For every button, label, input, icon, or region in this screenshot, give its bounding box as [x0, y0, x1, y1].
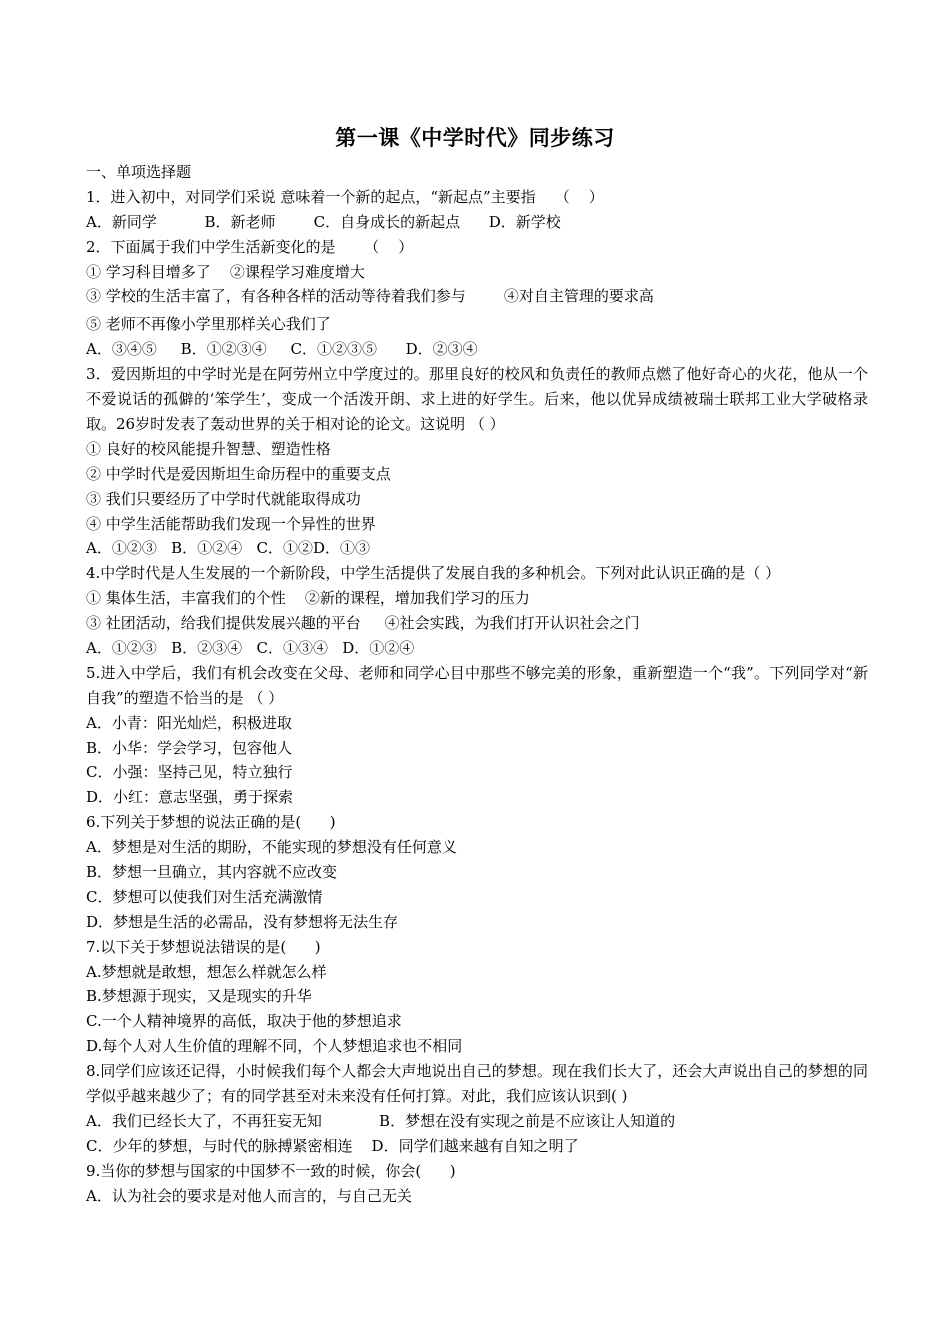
- question-6-option-b: B．梦想一旦确立，其内容就不应改变: [86, 863, 338, 882]
- question-2-options: A．③④⑤ B．①②③④ C．①②③⑤ D．②③④: [86, 340, 478, 359]
- question-5-stem: 5.进入中学后，我们有机会改变在父母、老师和同学心目中那些不够完美的形象，重新塑造一个“我”。下列同学对“新自我”的塑造不恰当的是 （ ）: [86, 663, 868, 707]
- question-2-statement-1: ① 学习科目增多了 ②课程学习难度增大: [86, 262, 365, 281]
- question-9-stem: 9.当你的梦想与国家的中国梦不一致的时候，你会( ): [86, 1161, 456, 1180]
- question-1-options: A．新同学 B．新老师 C．自身成长的新起点 D．新学校: [86, 212, 561, 231]
- question-3-stem: 3．爱因斯坦的中学时光是在阿劳州立中学度过的。那里良好的校风和负责任的教师点燃了他好奇心的火花，他从一个不爱说话的孤僻的‘笨学生’，变成一个活泼开朗、求上进的好学生。后来，他以优异成绩被瑞士联邦工业大学破格录取。26岁时发表了轰动世界的关于相对论的论文。这说明 （ ）: [86, 365, 868, 433]
- question-8-options-cd: C．少年的梦想，与时代的脉搏紧密相连 D．同学们越来越有自知之明了: [86, 1136, 579, 1155]
- question-3-options: A．①②③ B．①②④ C．①②D．①③: [86, 539, 370, 558]
- question-7-stem: 7.以下关于梦想说法错误的是( ): [86, 937, 321, 956]
- question-9-option-a: A．认为社会的要求是对他人而言的，与自己无关: [86, 1186, 412, 1205]
- question-4-statement-1: ① 集体生活，丰富我们的个性 ②新的课程，增加我们学习的压力: [86, 589, 530, 608]
- question-7-option-c: C.一个人精神境界的高低，取决于他的梦想追求: [86, 1012, 402, 1031]
- question-6-option-c: C．梦想可以使我们对生活充满激情: [86, 887, 323, 906]
- question-7-option-b: B.梦想源于现实，又是现实的升华: [86, 987, 312, 1006]
- question-6-option-a: A．梦想是对生活的期盼，不能实现的梦想没有任何意义: [86, 838, 457, 857]
- question-8-options-ab: A．我们已经长大了，不再狂妄无知 B．梦想在没有实现之前是不应该让人知道的: [86, 1111, 676, 1130]
- question-7-option-a: A.梦想就是敢想，想怎么样就怎么样: [86, 962, 327, 981]
- exercise-content: [86, 160, 868, 1209]
- question-3-statement-4: ④ 中学生活能帮助我们发现一个异性的世界: [86, 514, 376, 533]
- question-2-statement-2: ③ 学校的生活丰富了，有各种各样的活动等待着我们参与 ④对自主管理的要求高: [86, 287, 654, 306]
- question-3-statement-3: ③ 我们只要经历了中学时代就能取得成功: [86, 489, 361, 508]
- question-2-stem: 2．下面属于我们中学生活新变化的是 （ ）: [86, 237, 414, 256]
- question-5-option-a: A．小青：阳光灿烂，积极进取: [86, 713, 292, 732]
- question-7-option-d: D.每个人对人生价值的理解不同，个人梦想追求也不相同: [86, 1037, 463, 1056]
- question-6-stem: 6.下列关于梦想的说法正确的是( ): [86, 813, 336, 832]
- question-5-option-d: D．小红：意志坚强，勇于探索: [86, 788, 294, 807]
- question-6-option-d: D．梦想是生活的必需品，没有梦想将无法生存: [86, 912, 399, 931]
- section-heading: 一、单项选择题: [86, 163, 192, 181]
- question-8-stem: 8.同学们应该还记得，小时候我们每个人都会大声地说出自己的梦想。现在我们长大了，还会大声说出自己的梦想的同学似乎越来越少了；有的同学甚至对未来没有任何打算。对此，我们应该认识到( ): [86, 1062, 868, 1106]
- question-4-options: A．①②③ B．②③④ C．①③④ D．①②④: [86, 638, 415, 657]
- question-4-stem: 4.中学时代是人生发展的一个新阶段，中学生活提供了发展自我的多种机会。下列对此认识正确的是（ ）: [86, 564, 781, 583]
- question-3-statement-1: ① 良好的校风能提升智慧、塑造性格: [86, 439, 331, 458]
- question-3-statement-2: ② 中学时代是爱因斯坦生命历程中的重要支点: [86, 464, 391, 483]
- page-title: 第一课《中学时代》同步练习: [335, 126, 615, 150]
- question-5-option-b: B．小华：学会学习，包容他人: [86, 738, 293, 757]
- question-4-statement-2: ③ 社团活动，给我们提供发展兴趣的平台 ④社会实践，为我们打开认识社会之门: [86, 614, 640, 633]
- question-2-statement-3: ⑤ 老师不再像小学里那样关心我们了: [86, 315, 331, 334]
- question-1-stem: 1．进入初中，对同学们采说 意味着一个新的起点，“新起点”主要指 （ ）: [86, 187, 604, 206]
- question-5-option-c: C．小强：坚持己见，特立独行: [86, 763, 293, 782]
